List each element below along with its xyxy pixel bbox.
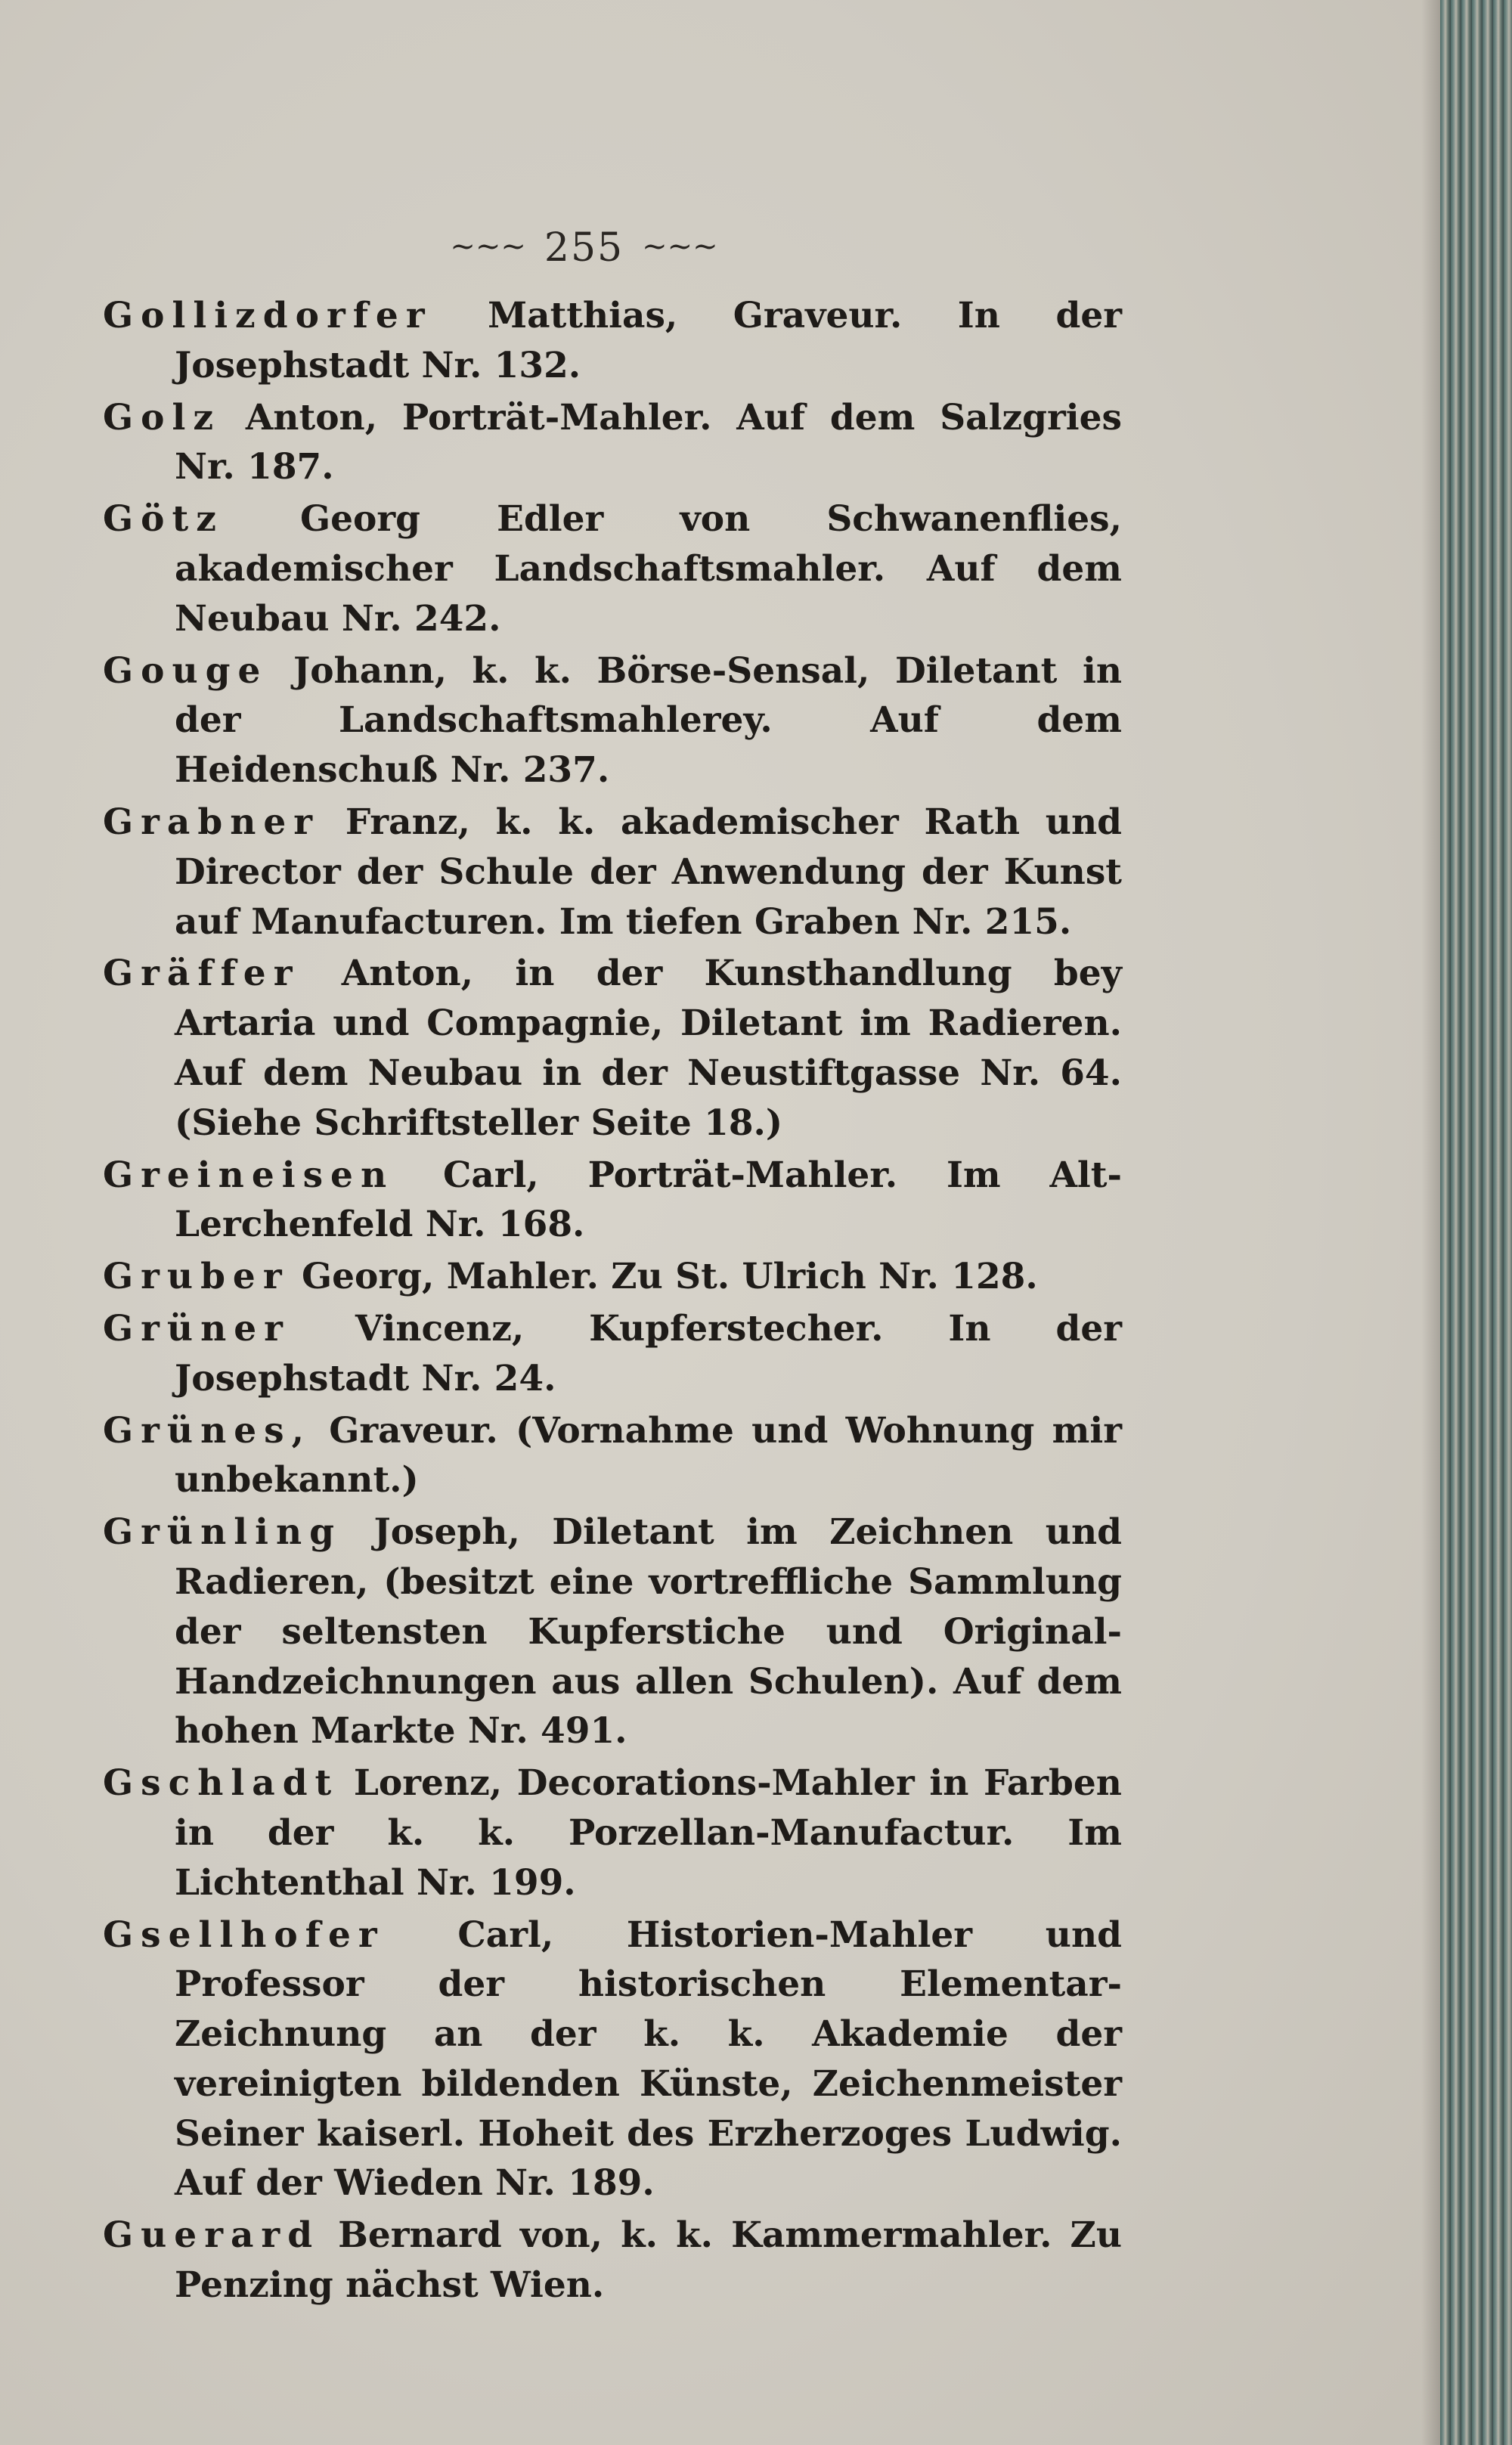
- directory-entry: [103, 2211, 1122, 2310]
- entry-surname: Greineisen: [103, 1154, 395, 1196]
- entry-surname: Gräffer: [103, 953, 300, 995]
- entry-surname: Grüner: [103, 1307, 290, 1350]
- entry-text: Vincenz, Kupferstecher. In der Josephstadt Nr. 24.: [175, 1307, 1122, 1399]
- entry-text: Georg Edler von Schwanenflies, akademischer Landschaftsmahler. Auf dem Neubau Nr. 242.: [175, 498, 1122, 640]
- directory-entry: [103, 1508, 1122, 1756]
- entry-text: Johann, k. k. Börse-Sensal, Diletant in der Landschaftsmahlerey. Auf dem Heidenschuß Nr. 237.: [175, 649, 1122, 792]
- directory-entry: [103, 798, 1122, 947]
- header-ornament-left: ~~~: [450, 229, 526, 264]
- entry-surname: Gsellhofer: [103, 1914, 385, 1956]
- entry-text: Anton, Porträt-Mahler. Auf dem Salzgries Nr. 187.: [175, 396, 1122, 488]
- entry-text: Carl, Porträt-Mahler. Im Alt-Lerchenfeld Nr. 168.: [175, 1154, 1122, 1246]
- header-ornament-right: ~~~: [642, 229, 718, 264]
- directory-entry: [103, 494, 1122, 643]
- directory-entry: [103, 646, 1122, 795]
- entry-text: Joseph, Diletant im Zeichnen und Radieren, (besitzt eine vortreffliche Sammlung der seltensten Kupferstiche und Original-Handzeichnungen aus allen Schulen). Auf dem hohen Markte Nr. 491.: [175, 1511, 1122, 1752]
- book-page-edges: [1440, 0, 1512, 2445]
- directory-entry: [103, 949, 1122, 1148]
- directory-entry: [103, 291, 1122, 391]
- entry-text: Georg, Mahler. Zu St. Ulrich Nr. 128.: [301, 1256, 1038, 1298]
- directory-text: [103, 291, 1122, 2313]
- entry-surname: Götz: [103, 498, 224, 541]
- entry-surname: Golz: [103, 396, 222, 438]
- entry-text: Graveur. (Vornahme und Wohnung mir unbekannt.): [175, 1409, 1122, 1501]
- entry-text: Anton, in der Kunsthandlung bey Artaria und Compagnie, Diletant im Radieren. Auf dem Neubau in der Neustiftgasse Nr. 64. (Siehe Schriftsteller Seite 18.): [175, 953, 1122, 1144]
- entry-surname: Grünling: [103, 1511, 342, 1554]
- page-header: [0, 225, 1168, 271]
- page-number: 255: [544, 225, 624, 271]
- directory-entry: [103, 1406, 1122, 1506]
- entry-surname: Gschladt: [103, 1762, 339, 1805]
- entry-surname: Gouge: [103, 649, 268, 692]
- entry-surname: Grabner: [103, 801, 321, 843]
- directory-entry: [103, 1304, 1122, 1404]
- directory-entry: [103, 1910, 1122, 2209]
- entry-text: Franz, k. k. akademischer Rath und Director der Schule der Anwendung der Kunst auf Manufacturen. Im tiefen Graben Nr. 215.: [175, 801, 1122, 943]
- entry-surname: Gruber: [103, 1256, 290, 1298]
- entry-text: Lorenz, Decorations-Mahler in Farben in der k. k. Porzellan-Manufactur. Im Lichtenthal Nr. 199.: [175, 1762, 1122, 1904]
- entry-text: Carl, Historien-Mahler und Professor der historischen Elementar-Zeichnung an der k. k. Akademie der vereinigten bildenden Künste, Zeichenmeister Seiner kaiserl. Hoheit des Erzherzoges Ludwig. Auf der Wieden Nr. 189.: [175, 1914, 1122, 2205]
- entry-surname: Grünes,: [103, 1409, 311, 1452]
- entry-text: Matthias, Graveur. In der Josephstadt Nr. 132.: [175, 295, 1122, 386]
- entry-text: Bernard von, k. k. Kammermahler. Zu Penzing nächst Wien.: [175, 2214, 1122, 2307]
- directory-entry: [103, 1151, 1122, 1250]
- directory-entry: [103, 1252, 1122, 1302]
- directory-entry: [103, 1759, 1122, 1907]
- entry-surname: Gollizdorfer: [103, 295, 432, 336]
- directory-entry: [103, 393, 1122, 493]
- entry-surname: Guerard: [103, 2214, 321, 2257]
